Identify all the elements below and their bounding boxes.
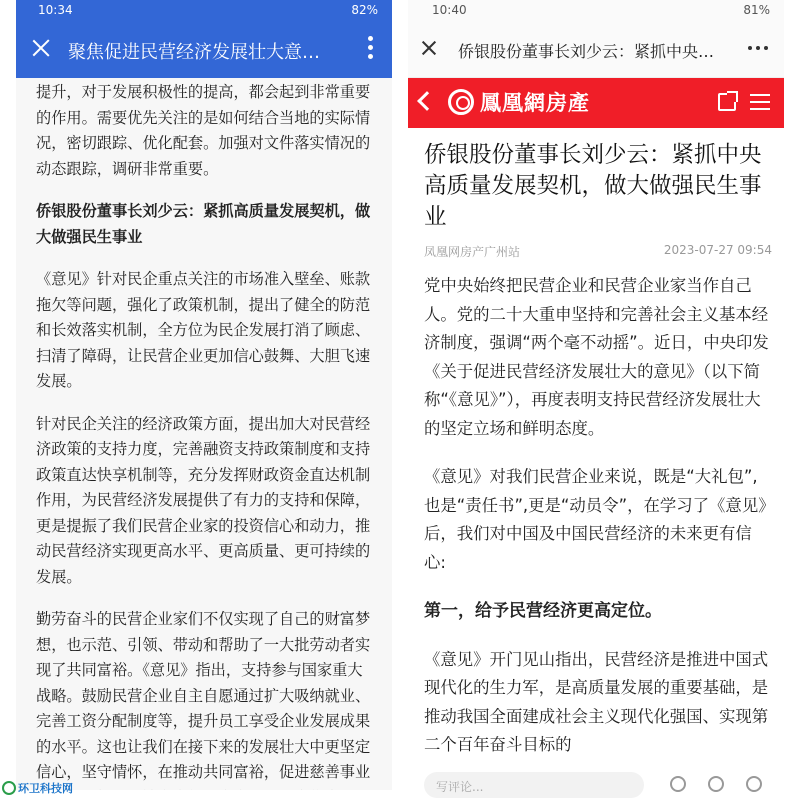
back-icon[interactable] [417,91,437,111]
article-subheading: 第一，给予民营经济更高定位。 [424,601,662,621]
share-icon[interactable] [746,776,762,792]
status-time: 10:34 [38,3,73,17]
browser-nav-bar [408,22,784,78]
article-paragraph: 针对民企关注的经济政策方面，提出加大对民营经济政策的支持力度，完善融资支持政策制度和支持政策直达快享机制等，充分发挥财政资金直达机制作用，为民营经济发展提供了有力的支持和保障，更是提振了我们民营企业家的投资信心和动力，推动民营经济实现更高水平、更高质量、更可持续的发展。 [36,414,371,586]
close-icon[interactable] [30,37,52,59]
page-title: 聚焦促进民营经济发展壮大意… [68,42,320,63]
watermark-logo-icon [2,781,16,795]
status-battery: 81% [743,3,770,17]
watermark [2,780,73,796]
article-meta [424,243,772,260]
article-paragraph: 提升，对于发展积极性的提高，都会起到非常重要的作用。需要优先关注的是如何结合当地的实际情况，密切跟踪、优化配套。加强对文件落实情况的动态跟踪，调研非常重要。 [36,83,371,178]
status-bar [408,0,784,22]
page-title: 侨银股份董事长刘少云：紧抓中央… [458,42,715,61]
phoenix-logo-icon [448,89,474,115]
article [424,140,772,780]
brand-logo[interactable] [448,87,590,117]
article-paragraph: 勤劳奋斗的民营企业家们不仅实现了自己的财富梦想，也示范、引领、带动和帮助了一大批劳动者实现了共同富裕。《意见》指出，支持参与国家重大战略。鼓励民营企业自主自愿通过扩大吸纳就业、完善工资分配制度等，提升员工享受企业发展成果的水平。这也让我们在接下来的发展壮大中更坚定信心，坚守情怀，在推动共同富裕，促进慈善事业 [36,610,371,781]
status-time: 10:40 [432,3,467,17]
article-subheading: 侨银股份董事长刘少云：紧抓高质量发展契机，做大做强民生事业 [36,202,371,246]
share-icon[interactable] [718,93,736,111]
app-bar [16,22,392,78]
right-phone-screen [408,0,784,800]
article-source[interactable]: 凤凰网房产广州站 [424,245,521,259]
article-paragraph: 《意见》对我们民营企业来说，既是“大礼包”,也是“责任书”,更是“动员令”，在学习了《意见》后，我们对中国及中国民营经济的未来更有信心: [424,467,767,572]
article-content [424,272,772,760]
brand-name: 鳳凰網房產 [480,90,590,115]
brand-header [408,78,784,128]
status-bar [16,0,392,22]
article-paragraph: 《意见》开门见山指出，民营经济是推进中国式现代化的生力军，是高质量发展的重要基础，是推动我国全面建成社会主义现代化强国、实现第二个百年奋斗目标的 [424,649,769,754]
more-options-icon[interactable] [748,46,768,50]
comment-bar [408,768,784,800]
close-icon[interactable] [420,39,438,57]
comment-icon[interactable] [670,776,686,792]
article-paragraph: 党中央始终把民营企业和民营企业家当作自己人。党的二十大重申坚持和完善社会主义基本经济制度，强调“两个毫不动摇”。近日，中央印发《关于促进民营经济发展壮大的意见》（以下简称“《意见》”），再度表明支持民营经济发展壮大的坚定立场和鲜明态度。 [424,276,769,438]
menu-icon[interactable] [750,94,770,110]
article-title: 侨银股份董事长刘少云：紧抓中央高质量发展契机，做大做强民生事业 [424,142,762,230]
article-date: 2023-07-27 09:54 [663,243,772,257]
left-phone-screen [16,0,392,790]
article-paragraph: 《意见》针对民企重点关注的市场准入壁垒、账款拖欠等问题，强化了政策机制，提出了健全的防范和长效落实机制，全方位为民企发展打消了顾虑、扫清了障碍，让民营企业更加信心鼓舞、大胆飞速发展。 [36,270,371,390]
watermark-text: 环卫科技网 [18,782,73,795]
favorite-icon[interactable] [708,776,724,792]
article-body [36,80,374,790]
more-options-icon[interactable] [368,36,374,62]
status-battery: 82% [351,3,378,17]
comment-input[interactable]: 写评论... [424,772,644,798]
